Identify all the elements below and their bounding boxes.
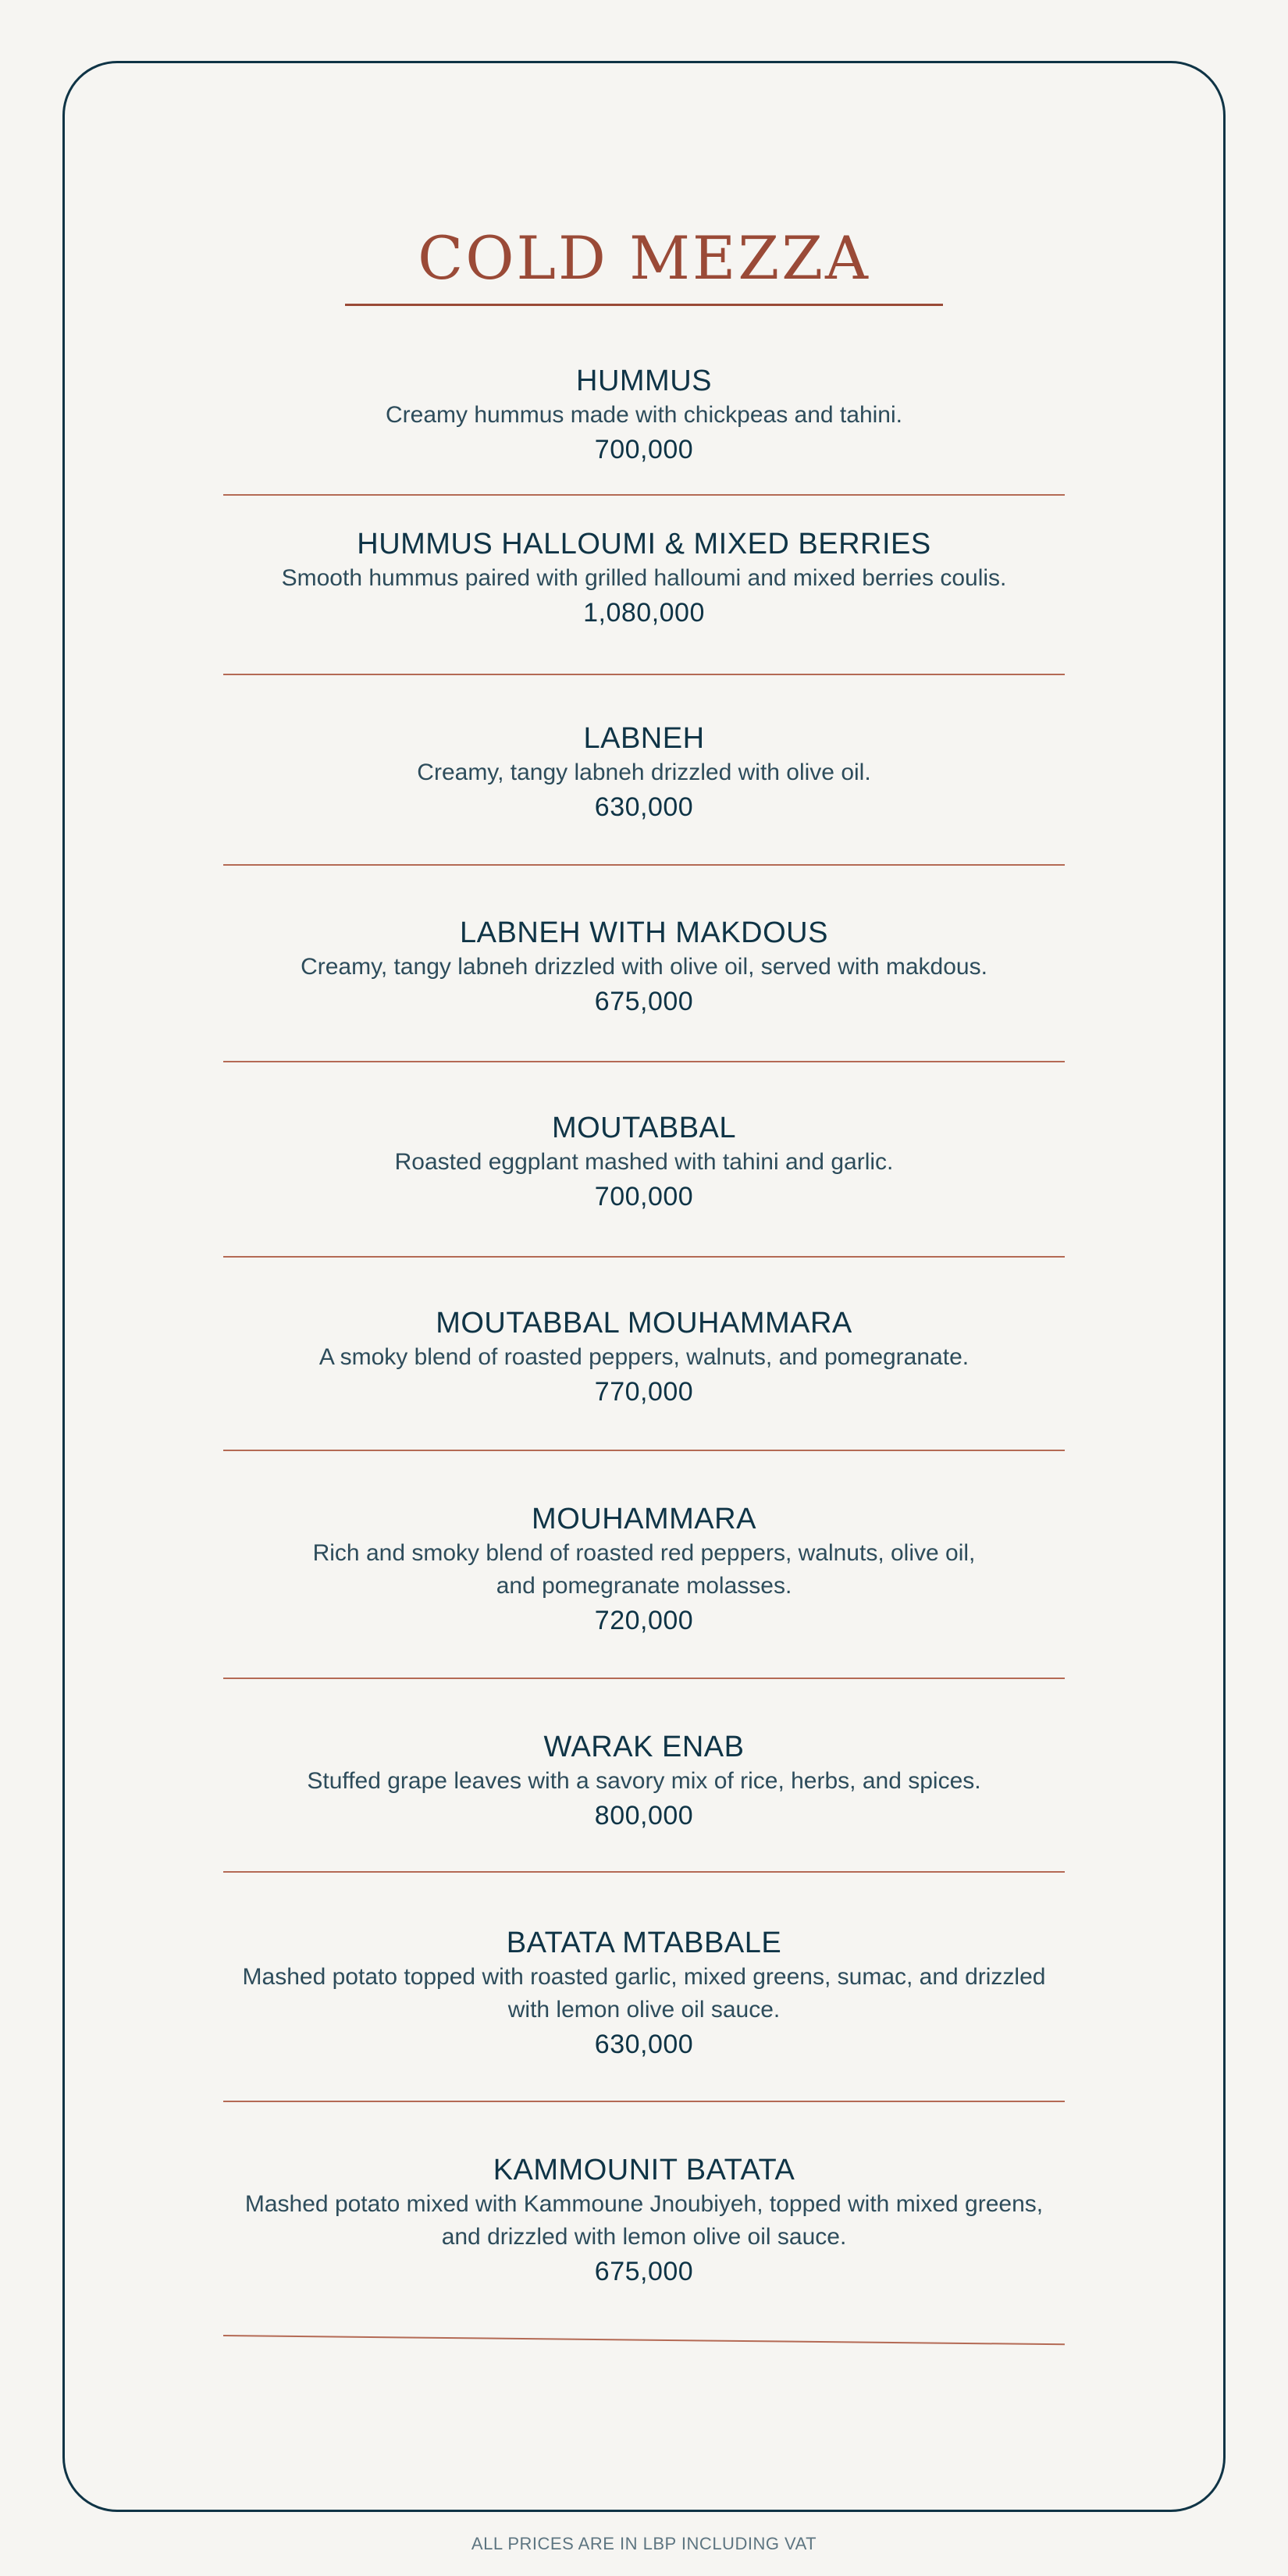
- item-name: HUMMUS HALLOUMI & MIXED BERRIES: [357, 528, 931, 560]
- item-description: Mashed potato topped with roasted garlic, mixed greens, sumac, and drizzled with lemon olive oil sauce.: [242, 1964, 1046, 2023]
- item-description: Rich and smoky blend of roasted red peppers, walnuts, olive oil, and pomegranate molasses.: [312, 1540, 976, 1599]
- menu-item: [223, 720, 1065, 825]
- item-description: Creamy hummus made with chickpeas and tahini.: [386, 402, 902, 428]
- item-price: 1,080,000: [583, 598, 705, 628]
- menu-item: [223, 915, 1065, 1019]
- item-price: 720,000: [594, 1606, 694, 1635]
- menu-item: [223, 1110, 1065, 1215]
- menu-item: [223, 363, 1065, 468]
- item-name: LABNEH WITH MAKDOUS: [460, 916, 828, 949]
- item-divider: [223, 2101, 1065, 2102]
- item-price: 630,000: [594, 792, 694, 822]
- item-divider: [223, 1678, 1065, 1679]
- item-divider: [223, 864, 1065, 866]
- menu-item: [223, 2152, 1065, 2290]
- item-price: 700,000: [594, 435, 694, 464]
- section-title: COLD MEZZA: [418, 223, 870, 293]
- item-description: Creamy, tangy labneh drizzled with olive oil.: [417, 760, 871, 785]
- item-price: 800,000: [594, 1801, 694, 1831]
- price-note: ALL PRICES ARE IN LBP INCLUDING VAT: [471, 2534, 817, 2553]
- item-name: BATATA MTABBALE: [506, 1927, 782, 1959]
- item-name: LABNEH: [583, 722, 705, 755]
- item-divider: [223, 1256, 1065, 1258]
- menu-item: [223, 1729, 1065, 1834]
- item-divider: [223, 494, 1065, 496]
- item-description: Mashed potato mixed with Kammoune Jnoubiyeh, topped with mixed greens, and drizzled with lemon olive oil sauce.: [244, 2191, 1044, 2250]
- item-description: A smoky blend of roasted peppers, walnuts, and pomegranate.: [318, 1344, 970, 1370]
- item-name: MOUTABBAL MOUHAMMARA: [436, 1307, 852, 1340]
- item-description: Roasted eggplant mashed with tahini and garlic.: [394, 1149, 894, 1175]
- item-price: 630,000: [594, 2030, 694, 2059]
- menu-item: [223, 526, 1065, 631]
- item-price: 700,000: [594, 1182, 694, 1212]
- item-name: KAMMOUNIT BATATA: [493, 2154, 795, 2186]
- title-underline: [345, 304, 943, 306]
- item-price: 675,000: [594, 2257, 694, 2286]
- item-price: 770,000: [594, 1377, 694, 1407]
- item-name: WARAK ENAB: [543, 1731, 745, 1763]
- item-name: MOUHAMMARA: [532, 1503, 756, 1535]
- item-description: Stuffed grape leaves with a savory mix of rice, herbs, and spices.: [307, 1768, 981, 1794]
- item-price: 675,000: [594, 987, 694, 1016]
- item-description: Creamy, tangy labneh drizzled with olive oil, served with makdous.: [301, 954, 987, 980]
- item-name: HUMMUS: [576, 365, 712, 397]
- menu-item: [223, 1305, 1065, 1410]
- item-divider: [223, 1450, 1065, 1451]
- menu-item: [223, 1925, 1065, 2062]
- menu-item: [223, 1501, 1065, 1638]
- item-divider: [223, 1061, 1065, 1062]
- item-description: Smooth hummus paired with grilled halloumi and mixed berries coulis.: [281, 565, 1007, 591]
- item-divider: [223, 1871, 1065, 1873]
- item-name: MOUTABBAL: [551, 1112, 737, 1144]
- item-divider: [223, 674, 1065, 675]
